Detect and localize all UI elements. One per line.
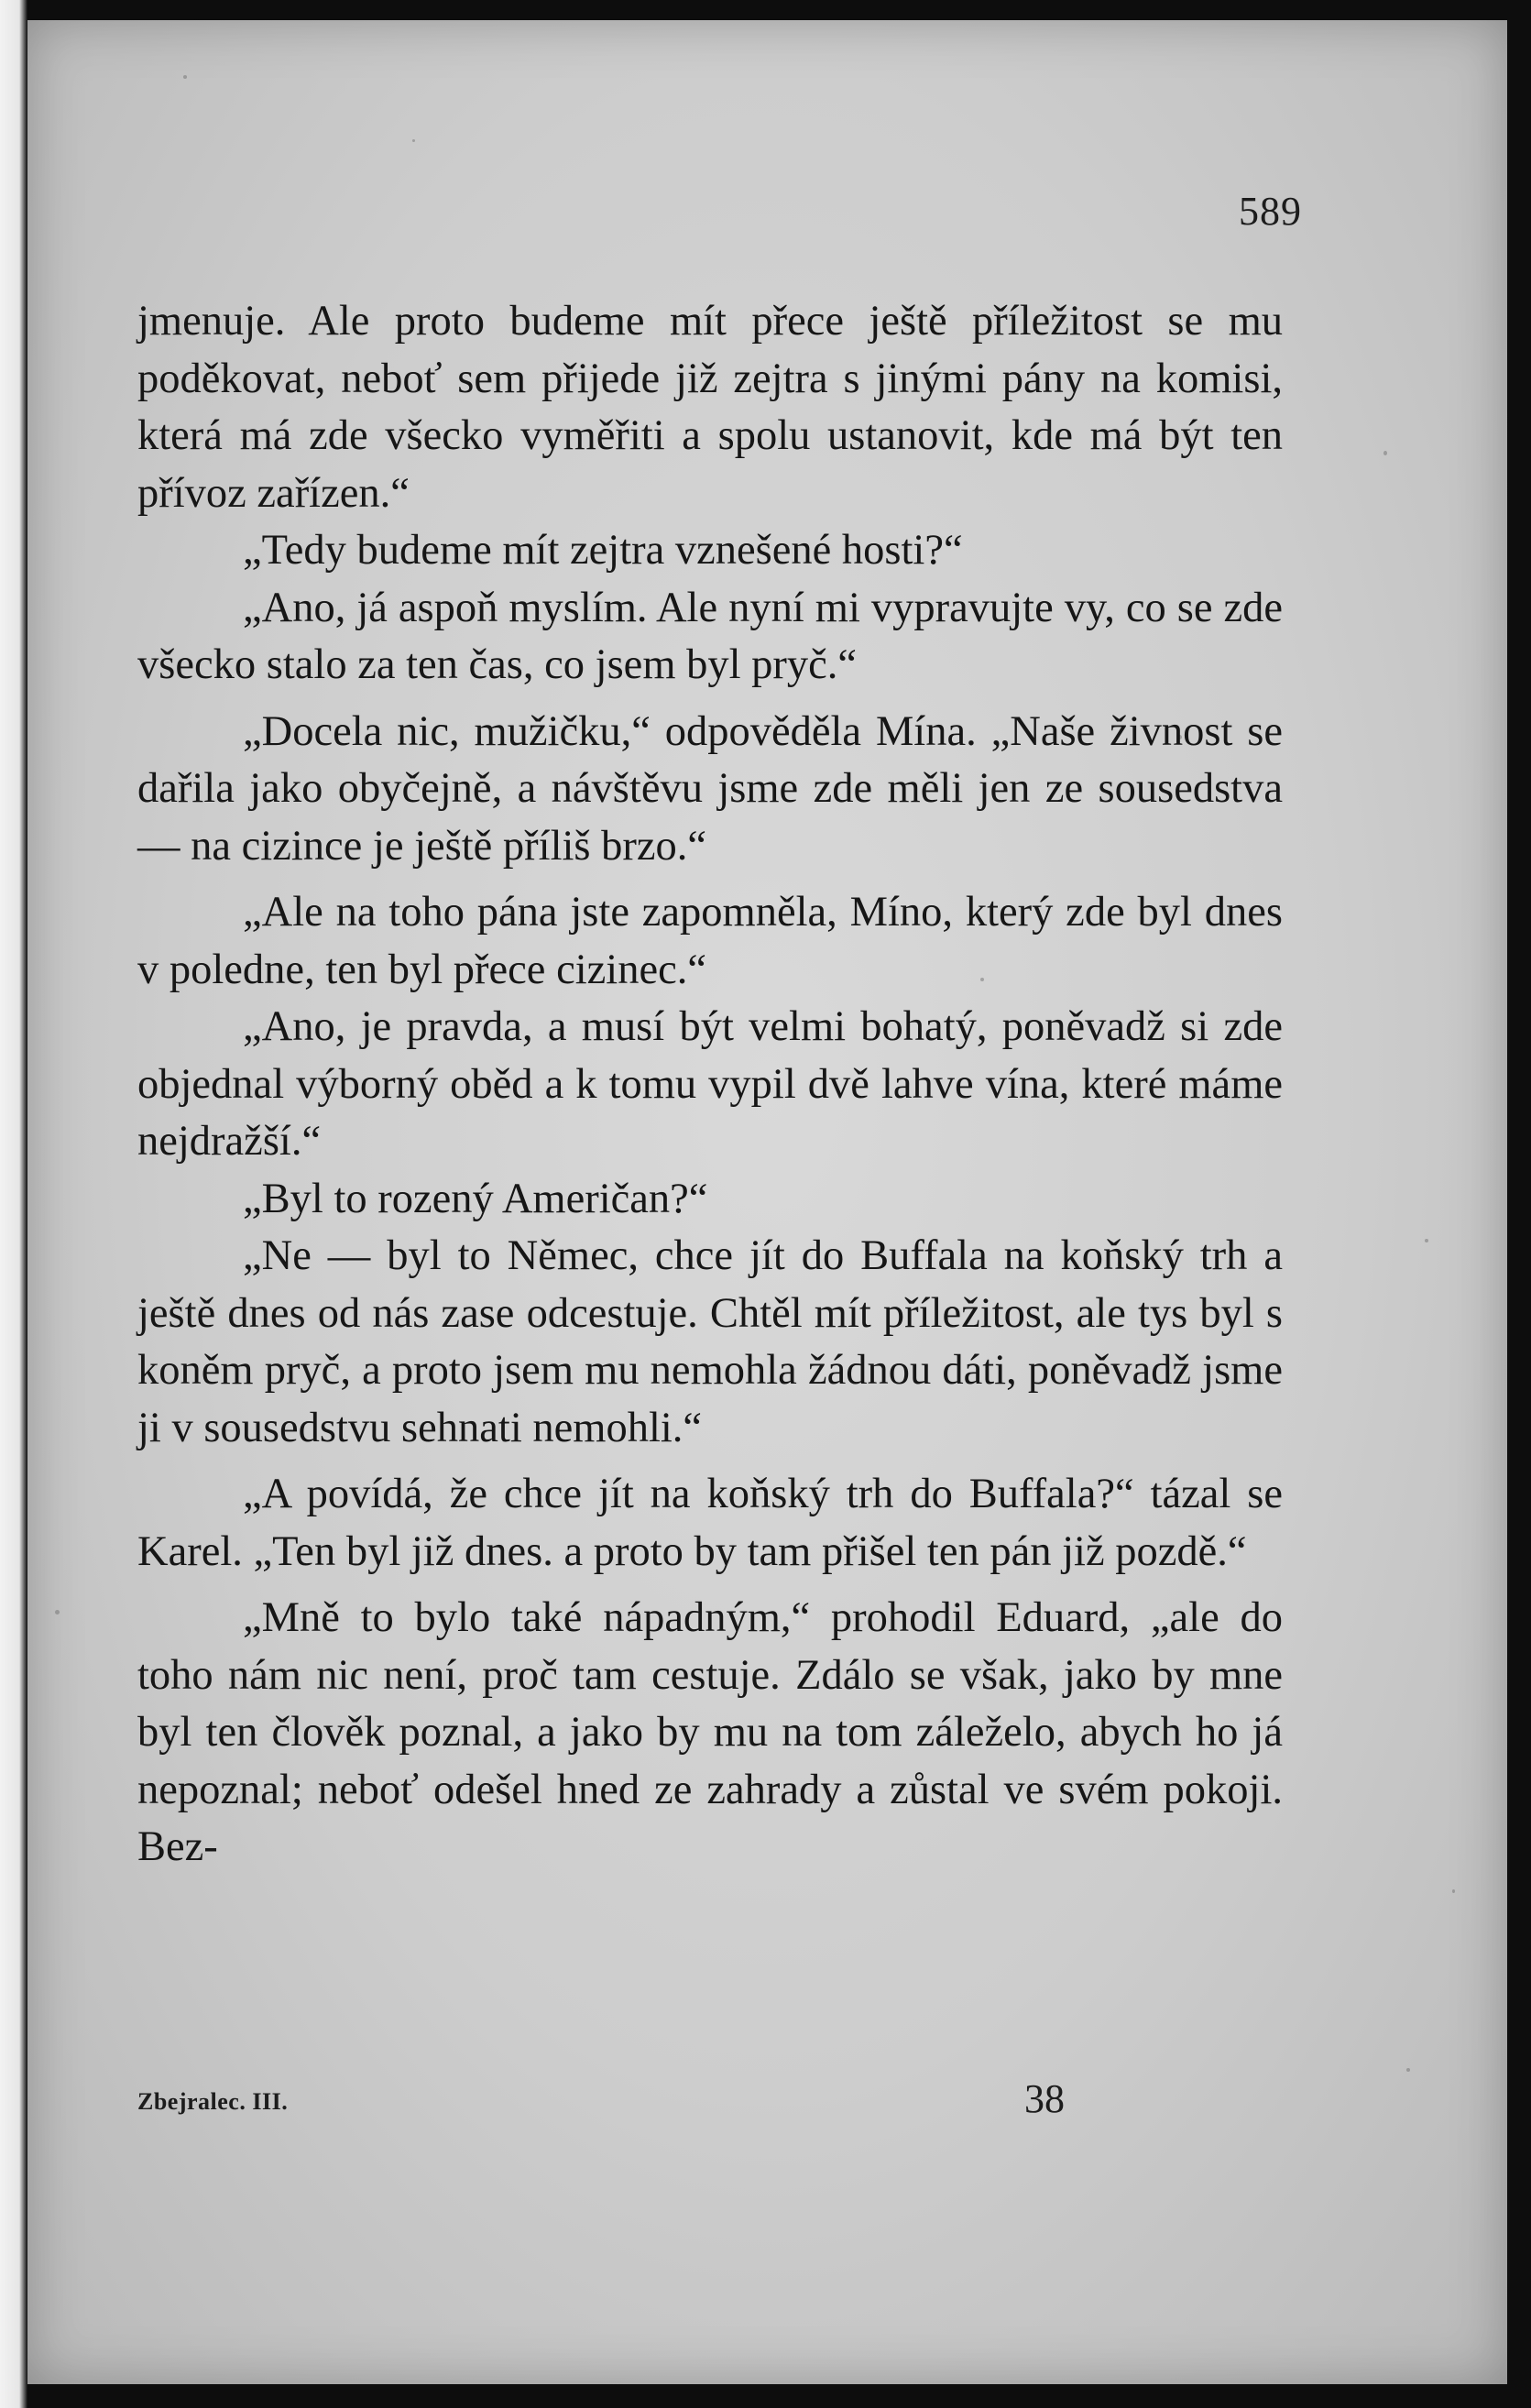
body-text <box>137 293 1283 1877</box>
paper-speck <box>1406 2068 1410 2072</box>
printer-signature: Zbejralec. III. <box>137 2088 289 2115</box>
paper-speck <box>183 75 187 79</box>
page-footer <box>137 2075 1283 2130</box>
paper-speck <box>1452 1889 1455 1893</box>
paragraph: „A povídá, že chce jít na koňský trh do Buffala?“ tázal se Karel. „Ten byl již dnes. a proto by tam přišel ten pán již pozdě.“ <box>137 1471 1283 1575</box>
paragraph: jmenuje. Ale proto budeme mít přece ještě příležitost se mu poděkovat, neboť sem přijede již zejtra s jinými pány na komisi, která má zde všecko vyměřiti a spolu ustanovit, kde má být ten přívoz zařízen.“ <box>137 298 1283 517</box>
paper-speck <box>1383 451 1387 455</box>
paragraph: „Ano, já aspoň myslím. Ale nyní mi vypravujte vy, co se zde všecko stalo za ten čas, co jsem byl pryč.“ <box>137 584 1283 688</box>
paragraph: „Ale na toho pána jste zapomněla, Míno, který zde byl dnes v poledne, ten byl přece cizinec.“ <box>137 889 1283 993</box>
paragraph: „Ne — byl to Němec, chce jít do Buffala na koňský trh a ještě dnes od nás zase odcestuje. Chtěl mít příležitost, ale tys byl s koněm pryč, a proto jsem mu nemohla žádnou dáti, poněvadž jsme ji v sousedstvu sehnati nemohli.“ <box>137 1232 1283 1451</box>
paragraph: „Docela nic, mužičku,“ odpověděla Mína. „Naše živnost se dařila jako obyčejně, a návštěvu jsme zde měli jen ze sousedstva — na cizince je ještě příliš brzo.“ <box>137 707 1283 870</box>
paragraph: „Ano, je pravda, a musí být velmi bohatý, poněvadž si zde objednal výborný oběd a k tomu vypil dvě lahve vína, které máme nejdražší.“ <box>137 1003 1283 1165</box>
paper-speck <box>55 1610 60 1614</box>
paragraph: „Tedy budeme mít zejtra vznešené hosti?“ <box>243 527 963 574</box>
adjacent-page-edge <box>0 0 27 2408</box>
page-number: 589 <box>1239 189 1302 234</box>
paragraph: „Byl to rozený Američan?“ <box>243 1175 708 1222</box>
paper-speck <box>1425 1239 1428 1242</box>
paragraph: „Mně to bylo také nápadným,“ prohodil Eduard, „ale do toho nám nic není, proč tam cestuje. Zdálo se však, jako by mne byl ten člověk poznal, a jako by mu na tom záleželo, abych ho já nepoznal; neboť odešel hned ze zahrady a zůstal ve svém pokoji. Bez- <box>137 1594 1283 1870</box>
paper-speck <box>412 139 415 142</box>
sheet-number: 38 <box>1024 2076 1065 2121</box>
